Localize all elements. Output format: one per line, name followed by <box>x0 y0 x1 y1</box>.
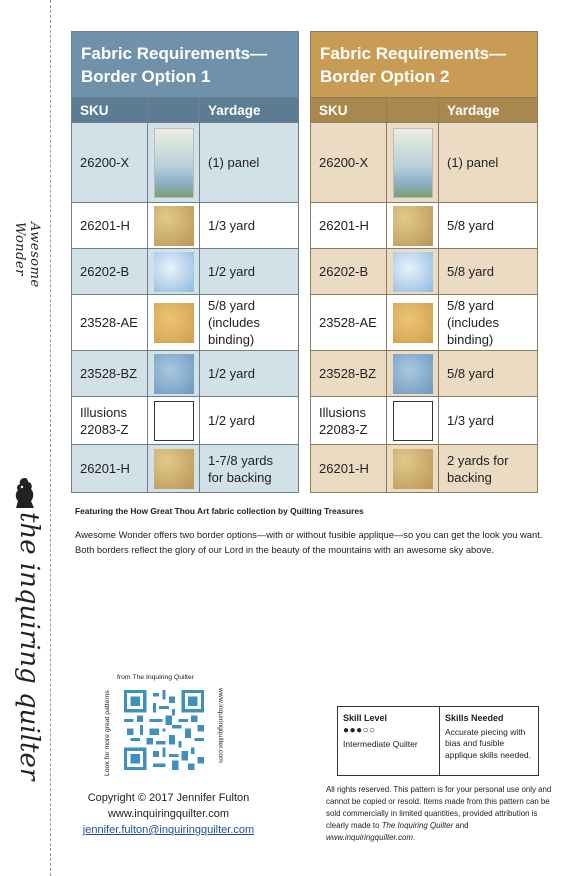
pattern-name-vertical: Awesome Wonder <box>12 222 42 288</box>
table-row: 26201-H 5/8 yard <box>311 203 538 249</box>
table-row: Illusions 22083-Z 1/3 yard <box>311 397 538 445</box>
description-text: Awesome Wonder offers two border options—with or without fusible applique—so you can get the look you want. Both borders reflect the glory of our Lord in the beauty of the mountains with an awesome sky above. <box>75 529 543 555</box>
skill-level-box <box>337 706 539 776</box>
blue-swatch <box>393 354 433 394</box>
table-row: 26202-B 1/2 yard <box>72 249 299 295</box>
gold-sparkle-swatch <box>154 449 194 489</box>
cut-line <box>50 0 51 876</box>
left-strip <box>0 0 52 876</box>
from-label: from The Inquiring Quilter <box>117 674 194 681</box>
website-link[interactable]: www.inquiringquilter.com <box>107 808 230 820</box>
table-row: 26200-X (1) panel <box>72 123 299 203</box>
look-for-label: Look for more great patterns <box>104 690 111 776</box>
sky-swatch <box>393 252 433 292</box>
white-swatch <box>154 401 194 441</box>
skill-level-label: Skill Level <box>343 713 388 723</box>
blue-swatch <box>154 354 194 394</box>
copyright-text: Copyright © 2017 Jennifer Fulton <box>87 792 250 804</box>
gold-sparkle-swatch <box>393 206 433 246</box>
skills-needed-value: Accurate piecing with bias and fusible applique skills needed. <box>445 726 532 760</box>
gold-sparkle-swatch <box>154 206 194 246</box>
white-swatch <box>393 401 433 441</box>
panel-swatch-image <box>393 128 433 198</box>
qr-code-icon <box>124 690 204 770</box>
col-header-yardage: Yardage <box>200 98 299 123</box>
table-title: Fabric Requirements— Border Option 1 <box>72 32 299 98</box>
panel-swatch-image <box>154 128 194 198</box>
email-link[interactable]: jennifer.fulton@inquiringquilter.com <box>82 824 255 836</box>
quilter-silhouette-icon <box>12 476 38 510</box>
website-vertical-label: www.inquiringquilter.com <box>217 688 224 763</box>
table-row: 23528-BZ 1/2 yard <box>72 351 299 397</box>
gold-sparkle-swatch <box>393 449 433 489</box>
table-row: 23528-AE 5/8 yard (includes binding) <box>311 295 538 351</box>
rights-notice: All rights reserved. This pattern is for your personal use only and cannot be copied or resold. Items made from this pattern can be sold commercially in limited quantities, provided attribution is clearly made to The Inquiring Quilter and www.inquiringquilter.com. <box>326 785 552 842</box>
table-row: 26201-H 1/3 yard <box>72 203 299 249</box>
table-row: 26201-H 1-7/8 yards for backing <box>72 445 299 493</box>
table-row: 26201-H 2 yards for backing <box>311 445 538 493</box>
fabric-table-option-1 <box>71 31 299 493</box>
col-header-sku: SKU <box>311 98 387 123</box>
skill-level-dots: ●●●○○ <box>343 725 376 736</box>
skills-needed-label: Skills Needed <box>445 713 504 723</box>
col-header-yardage: Yardage <box>439 98 538 123</box>
table-row: 26202-B 5/8 yard <box>311 249 538 295</box>
table-row: 23528-BZ 5/8 yard <box>311 351 538 397</box>
col-header-sku: SKU <box>72 98 148 123</box>
skill-level-value: Intermediate Quilter <box>343 739 418 749</box>
col-header-swatch <box>387 98 439 123</box>
table-row: Illusions 22083-Z 1/2 yard <box>72 397 299 445</box>
col-header-swatch <box>148 98 200 123</box>
fabric-table-option-2 <box>310 31 538 493</box>
brand-name-vertical: the inquiring quilter <box>14 512 44 781</box>
featuring-text: Featuring the How Great Thou Art fabric collection by Quilting Treasures <box>75 506 364 516</box>
amber-swatch <box>393 303 433 343</box>
sky-swatch <box>154 252 194 292</box>
table-title: Fabric Requirements— Border Option 2 <box>311 32 538 98</box>
table-row: 26200-X (1) panel <box>311 123 538 203</box>
copyright-block <box>56 790 281 838</box>
table-row: 23528-AE 5/8 yard (includes binding) <box>72 295 299 351</box>
amber-swatch <box>154 303 194 343</box>
